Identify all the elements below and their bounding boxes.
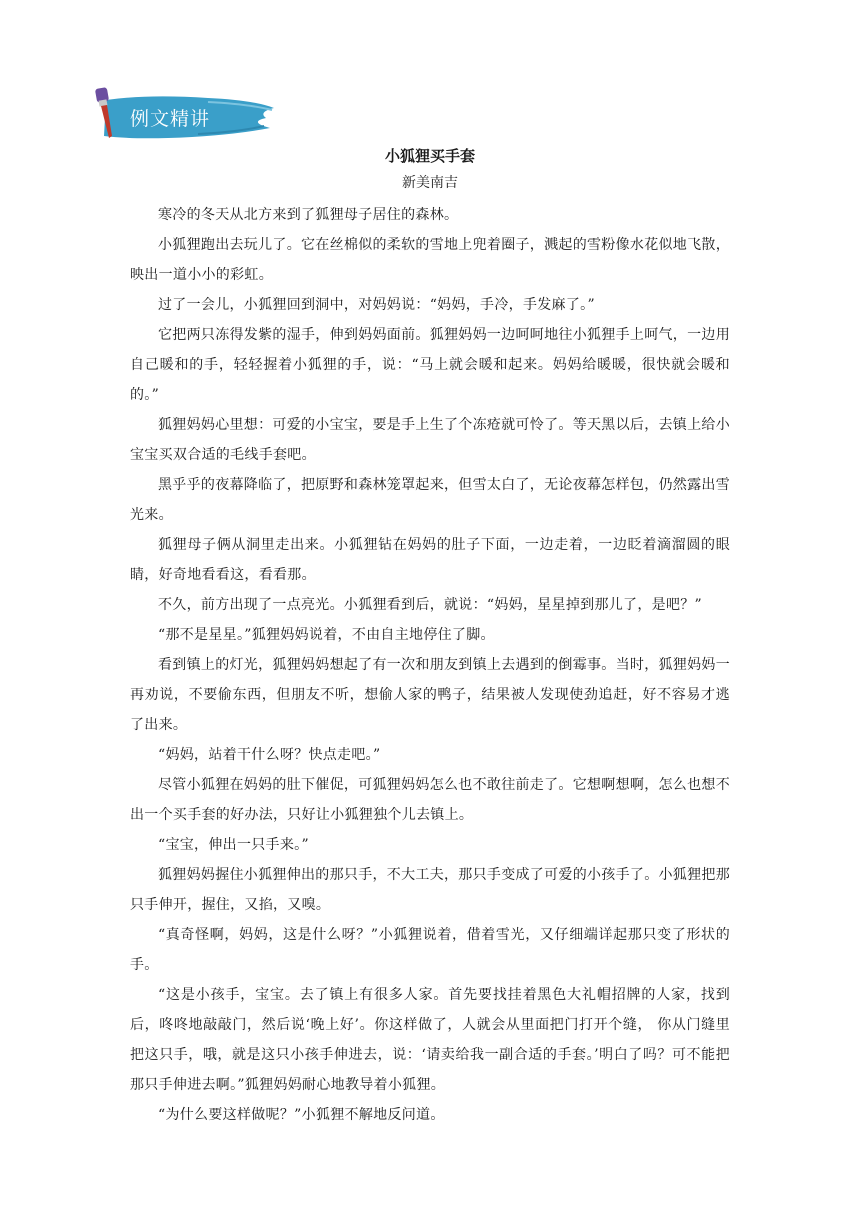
paragraph: 尽管小狐狸在妈妈的肚下催促，可狐狸妈妈怎么也不敢往前走了。它想啊想啊，怎么也想不出一个买手套的好办法，只好让小狐狸独个儿去镇上。 xyxy=(130,777,730,823)
paragraph: 不久，前方出现了一点亮光。小狐狸看到后，就说：“妈妈，星星掉到那儿了，是吧？” xyxy=(158,597,703,613)
paragraph: “真奇怪啊，妈妈，这是什么呀？”小狐狸说着，借着雪光，又仔细端详起那只变了形状的手。 xyxy=(130,927,730,973)
paragraph: “那不是星星。”狐狸妈妈说着，不由自主地停住了脚。 xyxy=(158,627,495,643)
section-badge-label: 例文精讲 xyxy=(130,108,211,130)
paragraph: 狐狸妈妈心里想：可爱的小宝宝，要是手上生了个冻疮就可怜了。等天黑以后，去镇上给小宝宝买双合适的毛线手套吧。 xyxy=(130,417,730,463)
paragraph: “这是小孩手，宝宝。去了镇上有很多人家。首先要找挂着黑色大礼帽招牌的人家，找到后，咚咚地敲敲门，然后说‘晚上好’。你这样做了，人就会从里面把门打开个缝， 你从门缝里把这只手，哦，就是这只小孩手伸进去，说：‘请卖给我一副合适的手套。’明白了吗？可不能把那只手伸进去啊。”狐狸妈妈耐心地教导着小狐狸。 xyxy=(130,987,730,1093)
paragraph: 狐狸妈妈握住小狐狸伸出的那只手，不大工夫，那只手变成了可爱的小孩手了。小狐狸把那只手伸开，握住，又掐，又嗅。 xyxy=(130,867,730,913)
paintbrush-icon xyxy=(90,86,130,142)
paragraph: 看到镇上的灯光，狐狸妈妈想起了有一次和朋友到镇上去遇到的倒霉事。当时，狐狸妈妈一再劝说，不要偷东西，但朋友不听，想偷人家的鸭子，结果被人发现使劲追赶，好不容易才逃了出来。 xyxy=(130,657,730,733)
article-author: 新美南吉 xyxy=(402,175,458,191)
section-badge xyxy=(88,92,278,144)
paragraph: 黑乎乎的夜幕降临了，把原野和森林笼罩起来，但雪太白了，无论夜幕怎样包，仍然露出雪光来。 xyxy=(130,477,730,523)
paragraph: 狐狸母子俩从洞里走出来。小狐狸钻在妈妈的肚子下面，一边走着，一边眨着滴溜圆的眼睛，好奇地看看这，看看那。 xyxy=(130,537,730,583)
paragraph: “妈妈，站着干什么呀？快点走吧。” xyxy=(158,747,381,763)
article-title: 小狐狸买手套 xyxy=(384,147,475,165)
paragraph: 小狐狸跑出去玩儿了。它在丝棉似的柔软的雪地上兜着圈子，溅起的雪粉像水花似地飞散，映出一道小小的彩虹。 xyxy=(130,237,730,283)
paragraph: 过了一会儿，小狐狸回到洞中，对妈妈说：“妈妈，手冷，手发麻了。” xyxy=(158,297,595,313)
paragraph: 它把两只冻得发紫的湿手，伸到妈妈面前。狐狸妈妈一边呵呵地往小狐狸手上呵气，一边用自己暖和的手，轻轻握着小狐狸的手，说：“马上就会暖和起来。妈妈给暖暖，很快就会暖和的。” xyxy=(130,327,730,403)
paragraph: 寒冷的冬天从北方来到了狐狸母子居住的森林。 xyxy=(158,207,459,223)
paragraph: “为什么要这样做呢？”小狐狸不解地反问道。 xyxy=(158,1107,445,1123)
article xyxy=(130,146,730,1130)
paragraph: “宝宝，伸出一只手来。” xyxy=(158,837,309,853)
